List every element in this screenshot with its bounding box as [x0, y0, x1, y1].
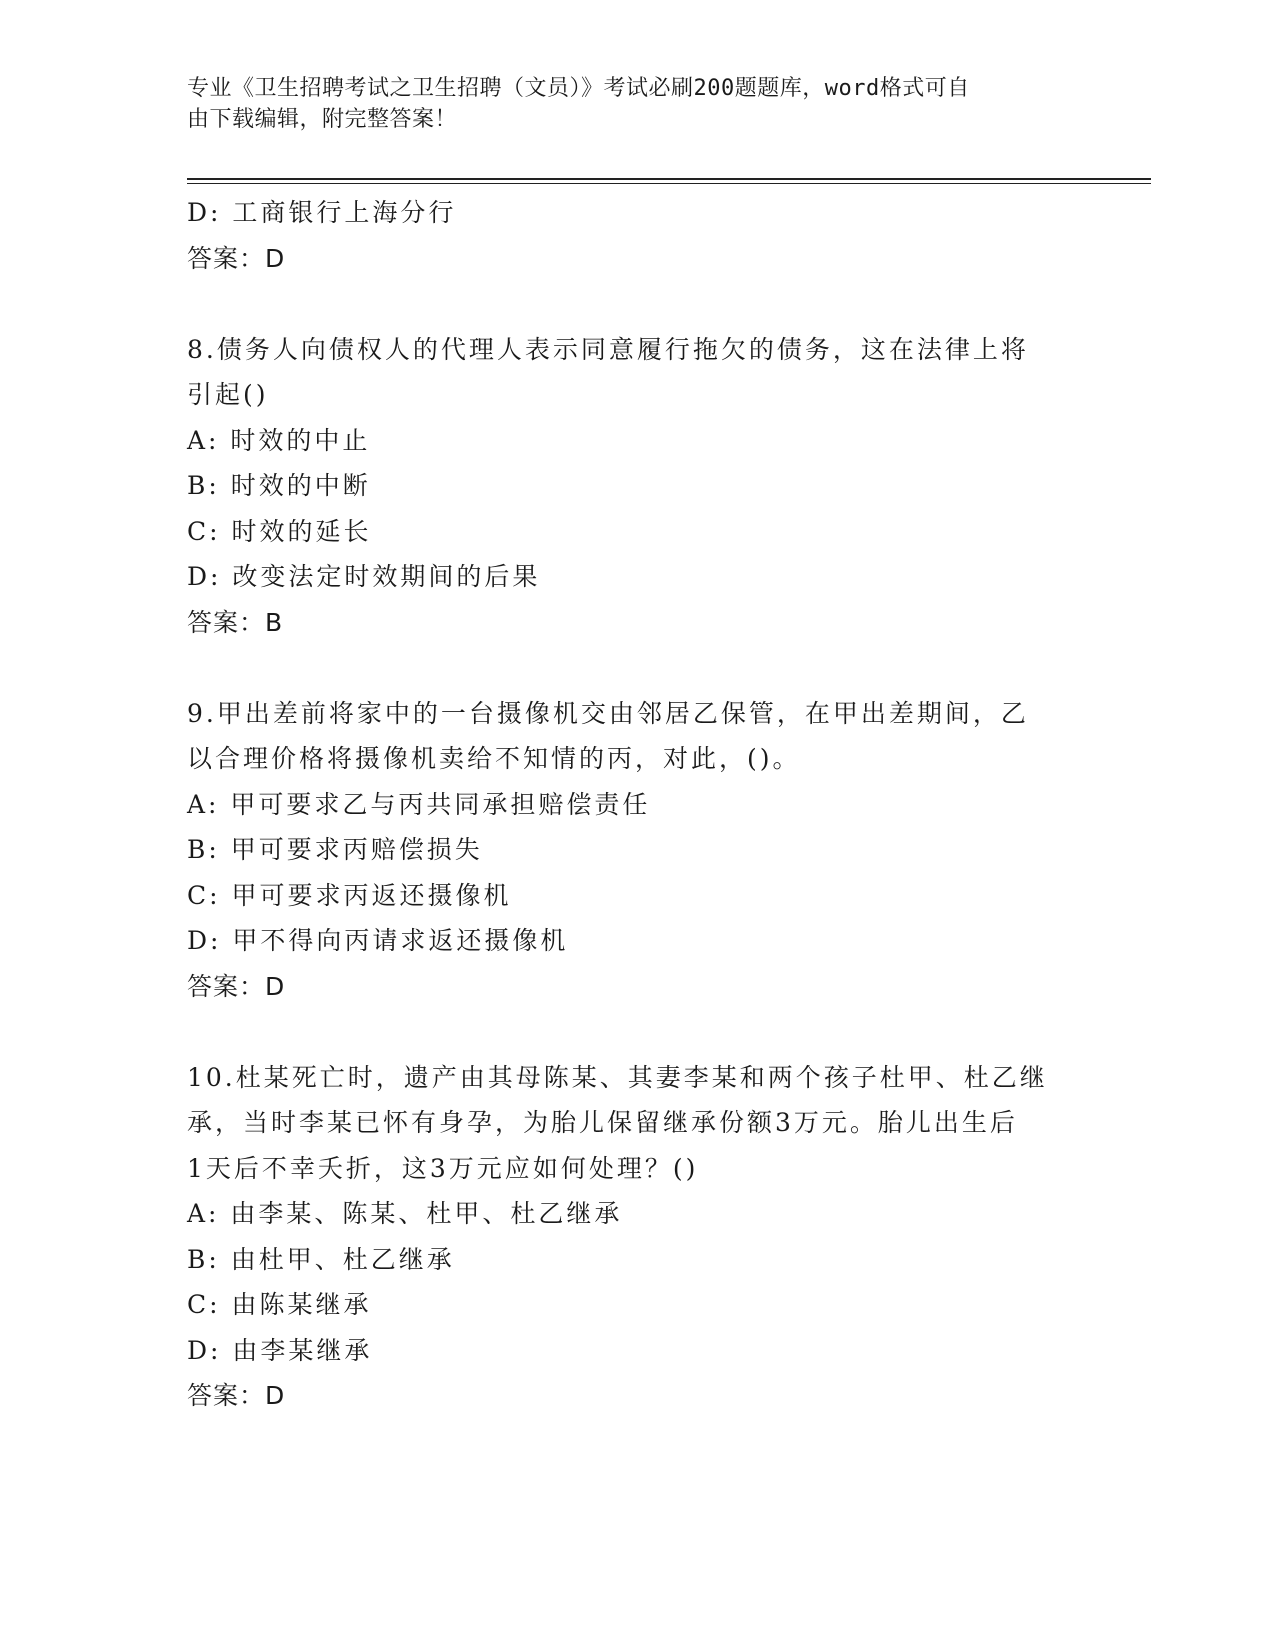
option-a: A: 由李某、陈某、杜甲、杜乙继承	[187, 1199, 623, 1228]
document-body	[187, 190, 1087, 1419]
option-b: B: 由杜甲、杜乙继承	[187, 1244, 455, 1274]
page-header	[187, 73, 1067, 135]
spacer	[187, 1009, 1087, 1055]
question-9	[187, 691, 1087, 1010]
option-d: D: 改变法定时效期间的后果	[187, 562, 541, 591]
answer-line: 答案：D	[187, 971, 286, 1001]
answer-line: 答案：D	[187, 1381, 286, 1410]
option-c: C: 甲可要求丙返还摄像机	[187, 880, 512, 910]
question-stem-line: 9.甲出差前将家中的一台摄像机交由邻居乙保管，在甲出差期间，乙	[187, 698, 1029, 728]
option-d: D: 由李某继承	[187, 1335, 373, 1365]
previous-question-tail	[187, 190, 1087, 281]
option-d: D: 甲不得向丙请求返还摄像机	[187, 926, 569, 955]
header-line-1: 专业《卫生招聘考试之卫生招聘（文员）》考试必刷200题题库，word格式可自	[187, 76, 970, 101]
question-stem-line: 8.债务人向债权人的代理人表示同意履行拖欠的债务，这在法律上将	[187, 334, 1029, 364]
question-stem-line: 引起()	[187, 380, 269, 409]
option-a: A: 甲可要求乙与丙共同承担赔偿责任	[187, 789, 651, 819]
header-divider-thin	[187, 183, 1151, 184]
spacer	[187, 281, 1087, 327]
option-a: A: 时效的中止	[187, 425, 371, 455]
question-stem-line: 1天后不幸夭折，这3万元应如何处理？()	[187, 1153, 699, 1183]
option-c: C: 时效的延长	[187, 516, 372, 546]
question-8	[187, 327, 1087, 646]
question-stem-line: 以合理价格将摄像机卖给不知情的丙，对此，()。	[187, 744, 801, 773]
option-b: B: 时效的中断	[187, 471, 371, 500]
header-divider-thick	[187, 178, 1151, 180]
option-c: C: 由陈某继承	[187, 1290, 372, 1319]
answer-line: 答案：D	[187, 243, 286, 273]
spacer	[187, 645, 1087, 691]
question-stem-line: 承，当时李某已怀有身孕，为胎儿保留继承份额3万元。胎儿出生后	[187, 1108, 1018, 1137]
question-10	[187, 1055, 1087, 1419]
header-line-2: 由下载编辑，附完整答案！	[187, 107, 458, 132]
question-stem-line: 10.杜某死亡时，遗产由其母陈某、其妻李某和两个孩子杜甲、杜乙继	[187, 1062, 1048, 1092]
answer-line: 答案：B	[187, 607, 284, 637]
option-d: D: 工商银行上海分行	[187, 198, 457, 227]
option-b: B: 甲可要求丙赔偿损失	[187, 835, 483, 864]
